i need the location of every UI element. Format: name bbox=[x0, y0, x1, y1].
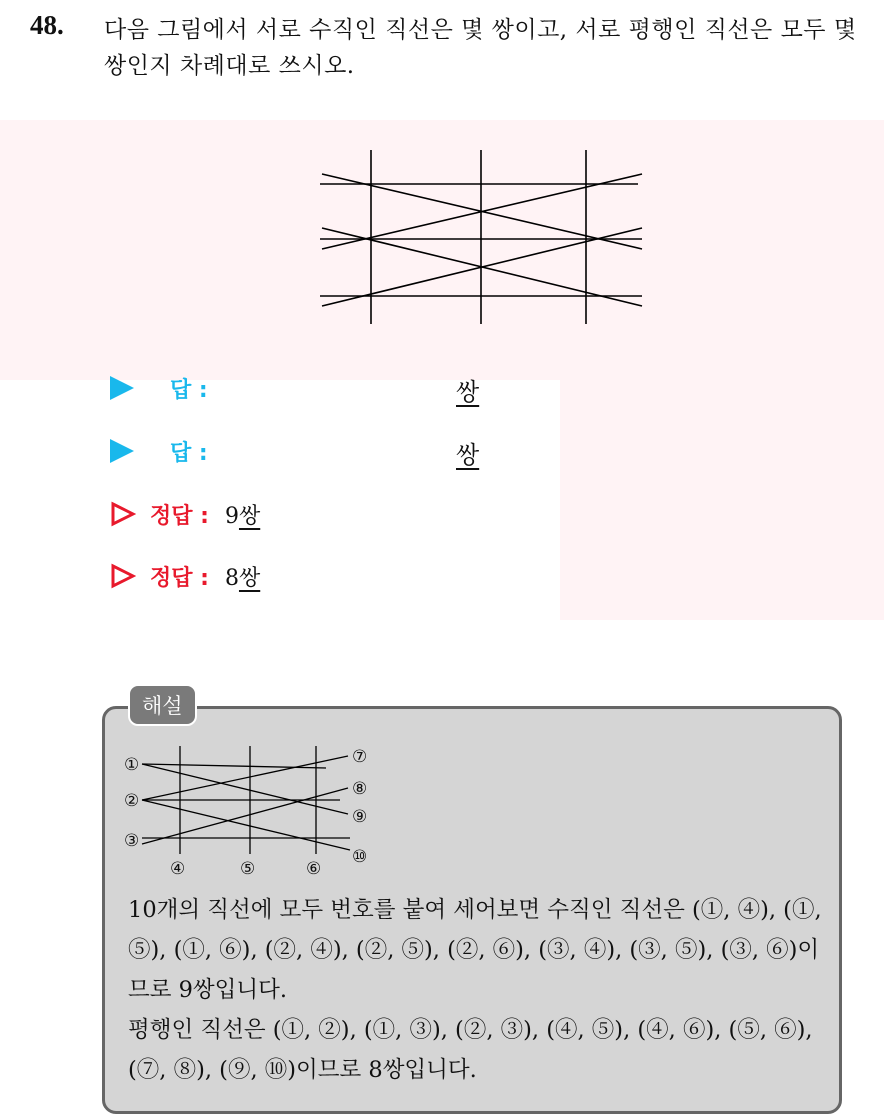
correct-value: 8쌍 bbox=[224, 565, 261, 591]
correct-answer-row bbox=[110, 556, 260, 596]
explanation-figure bbox=[122, 742, 382, 882]
figure-label: ⑧ bbox=[352, 779, 368, 799]
correct-value: 9쌍 bbox=[224, 503, 261, 529]
question-figure bbox=[316, 148, 646, 328]
background-block bbox=[560, 380, 884, 620]
explanation-text bbox=[128, 890, 834, 1090]
figure-label: ⑩ bbox=[352, 847, 368, 867]
figure-label: ⑨ bbox=[352, 807, 368, 827]
outline-triangle-icon bbox=[110, 563, 136, 589]
figure-label: ⑤ bbox=[240, 859, 256, 879]
answer-row bbox=[110, 431, 208, 471]
figure-label: ⑦ bbox=[352, 747, 368, 767]
question-number: 48. bbox=[30, 10, 64, 40]
correct-label: 정답 : bbox=[150, 503, 209, 529]
figure-label: ④ bbox=[170, 859, 186, 879]
outline-triangle-icon bbox=[110, 501, 136, 527]
play-triangle-icon bbox=[110, 376, 134, 400]
answer-row bbox=[110, 368, 208, 408]
play-triangle-icon bbox=[110, 439, 134, 463]
answer-label: 답 : bbox=[170, 440, 208, 466]
question-text: 다음 그림에서 서로 수직인 직선은 몇 쌍이고, 서로 평행인 직선은 모두 몇 쌍인지 차례대로 쓰시오. bbox=[104, 17, 857, 79]
figure-label: ① bbox=[124, 755, 140, 775]
figure-label: ⑥ bbox=[306, 859, 322, 879]
correct-label: 정답 : bbox=[150, 565, 209, 591]
explanation-paragraph: 10개의 직선에 모두 번호를 붙여 세어보면 수직인 직선은 (①, ④), (①, ⑤), (①, ⑥), (②, ④), (②, ⑤), (②, ⑥), (③, ④), (③, ⑤), (③, ⑥)이므로 9쌍입니다. bbox=[128, 897, 822, 1003]
answer-blank[interactable]: 쌍 bbox=[456, 378, 480, 406]
figure-label: ② bbox=[124, 791, 140, 811]
figure-label: ③ bbox=[124, 831, 140, 851]
explanation-paragraph: 평행인 직선은 (①, ②), (①, ③), (②, ③), (④, ⑤), (④, ⑥), (⑤, ⑥), (⑦, ⑧), (⑨, ⑩)이므로 8쌍입니다. bbox=[128, 1017, 813, 1083]
explanation-tag: 해설 bbox=[128, 684, 197, 726]
correct-answer-row bbox=[110, 494, 260, 534]
answer-blank[interactable]: 쌍 bbox=[456, 441, 480, 469]
answer-label: 답 : bbox=[170, 377, 208, 403]
